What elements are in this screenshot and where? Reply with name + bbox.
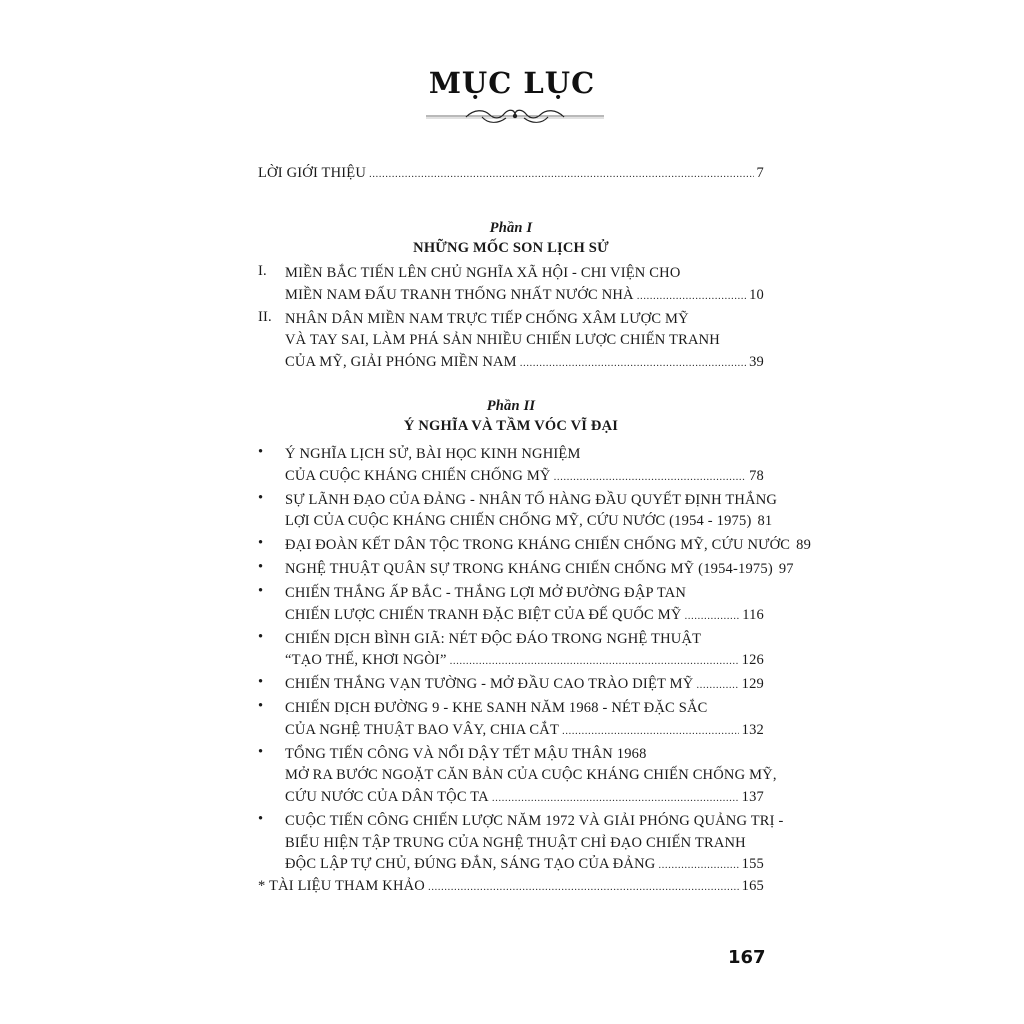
bullet: • — [258, 535, 264, 552]
page-ref: 116 — [742, 606, 764, 623]
entry-line: CHIẾN THẮNG ẤP BẮC - THẮNG LỢI MỞ ĐƯỜNG ĐẬP TAN — [285, 585, 687, 602]
toc-intro — [258, 163, 764, 185]
page-ref: 129 — [741, 676, 764, 693]
page-ref: 132 — [741, 721, 764, 738]
part-label: Phần I — [489, 220, 533, 236]
page-number: 167 — [728, 947, 766, 968]
bullet: • — [258, 674, 264, 691]
page-ref: 155 — [741, 856, 764, 873]
page-ref: 10 — [749, 286, 764, 303]
toc-entry — [258, 263, 764, 306]
toc-entry — [258, 309, 764, 374]
part-1-heading — [258, 219, 764, 259]
entry-marker: II. — [258, 308, 272, 325]
entry-line: CỦA CUỘC KHÁNG CHIẾN CHỐNG MỸ — [285, 467, 551, 484]
entry-line: Ý NGHĨA LỊCH SỬ, BÀI HỌC KINH NGHIỆM — [285, 446, 581, 462]
page-ref: 165 — [741, 878, 764, 894]
toc-references — [258, 876, 764, 898]
dot-leader — [492, 788, 739, 810]
entry-line: VÀ TAY SAI, LÀM PHÁ SẢN NHIỀU CHIẾN LƯỢC CHIẾN TRANH — [285, 332, 720, 349]
toc-entry — [258, 444, 764, 487]
entry-line: ĐỘC LẬP TỰ CHỦ, ĐÚNG ĐẮN, SÁNG TẠO CỦA ĐẢNG — [285, 856, 656, 873]
entry-line: CỦA NGHỆ THUẬT BAO VÂY, CHIA CẮT — [285, 721, 560, 738]
dot-leader — [428, 877, 739, 899]
toc-entry — [258, 811, 784, 876]
entry-line: “TẠO THẾ, KHƠI NGÒI” — [285, 652, 447, 669]
entry-title: LỜI GIỚI THIỆU — [258, 165, 367, 181]
dot-leader — [520, 353, 746, 375]
toc-entry — [258, 698, 764, 741]
entry-line: NHÂN DÂN MIỀN NAM TRỰC TIẾP CHỐNG XÂM LƯỢC MỸ — [285, 310, 689, 327]
dot-leader — [696, 675, 738, 697]
bullet: • — [258, 743, 264, 760]
part-2-heading — [258, 397, 764, 437]
dot-leader — [685, 606, 740, 628]
entry-line: MỞ RA BƯỚC NGOẶT CĂN BẢN CỦA CUỘC KHÁNG CHIẾN CHỐNG MỸ, — [285, 767, 777, 784]
entry-line: CUỘC TIẾN CÔNG CHIẾN LƯỢC NĂM 1972 VÀ GIẢI PHÓNG QUẢNG TRỊ - — [285, 813, 784, 830]
entry-line: SỰ LÃNH ĐẠO CỦA ĐẢNG - NHÂN TỐ HÀNG ĐẦU QUYẾT ĐỊNH THẮNG — [285, 491, 778, 508]
page-title: MỤC LỤC — [428, 66, 596, 100]
entry-line: MIỀN BẮC TIẾN LÊN CHỦ NGHĨA XÃ HỘI - CHI VIỆN CHO — [285, 265, 681, 281]
entry-marker: I. — [258, 263, 267, 279]
bullet: • — [258, 489, 264, 506]
toc-entry — [258, 559, 794, 581]
toc-entry — [258, 535, 812, 557]
entry-line: LỢI CỦA CUỘC KHÁNG CHIẾN CHỐNG MỸ, CỨU NƯỚC (1954 - 1975) — [285, 513, 752, 530]
title-ornament — [426, 106, 604, 126]
page-ref: 39 — [749, 353, 764, 370]
entry-line: CHIẾN THẮNG VẠN TƯỜNG - MỞ ĐẦU CAO TRÀO DIỆT MỸ — [285, 676, 694, 693]
dot-leader — [369, 164, 754, 186]
entry-line: NGHỆ THUẬT QUÂN SỰ TRONG KHÁNG CHIẾN CHỐNG MỸ (1954-1975) — [285, 561, 773, 578]
entry-line: CHIẾN DỊCH ĐƯỜNG 9 - KHE SANH NĂM 1968 - NÉT ĐẶC SẮC — [285, 700, 708, 717]
page-ref: 126 — [741, 652, 764, 669]
entry-line: CHIẾN LƯỢC CHIẾN TRANH ĐẶC BIỆT CỦA ĐẾ QUỐC MỸ — [285, 606, 682, 623]
toc-entry — [258, 674, 764, 696]
part-title: Ý NGHĨA VÀ TẦM VÓC VĨ ĐẠI — [403, 418, 619, 434]
entry-title: * TÀI LIỆU THAM KHẢO — [258, 878, 425, 894]
entry-line: TỔNG TIẾN CÔNG VÀ NỔI DẬY TẾT MẬU THÂN 1968 — [285, 745, 647, 762]
page-ref: 89 — [796, 537, 812, 554]
toc-entry — [258, 489, 778, 533]
dot-leader — [450, 651, 739, 673]
bullet: • — [258, 628, 264, 645]
part-title: NHỮNG MỐC SON LỊCH SỬ — [413, 240, 609, 256]
page-ref: 78 — [749, 467, 764, 484]
entry-line: CHIẾN DỊCH BÌNH GIÃ: NÉT ĐỘC ĐÁO TRONG NGHỆ THUẬT — [285, 630, 702, 647]
page-ref: 97 — [778, 561, 794, 578]
bullet: • — [258, 698, 264, 715]
toc-entry — [258, 629, 764, 672]
toc-entry — [258, 583, 764, 626]
bullet: • — [258, 811, 264, 828]
dot-leader — [658, 855, 738, 877]
dot-leader — [562, 721, 739, 743]
bullet: • — [258, 583, 264, 600]
entry-line: BIỂU HIỆN TẬP TRUNG CỦA NGHỆ THUẬT CHỈ ĐẠO CHIẾN TRANH — [285, 834, 746, 851]
dot-leader — [554, 467, 746, 489]
entry-line: CỨU NƯỚC CỦA DÂN TỘC TA — [285, 789, 489, 806]
page-ref: 137 — [741, 789, 764, 806]
page-ref: 81 — [757, 513, 773, 530]
page-ref: 7 — [756, 165, 764, 181]
entry-line: MIỀN NAM ĐẤU TRANH THỐNG NHẤT NƯỚC NHÀ — [285, 286, 634, 303]
dot-leader — [637, 286, 746, 308]
bullet: • — [258, 559, 264, 576]
part-1-entries — [258, 263, 764, 376]
toc-entry — [258, 743, 777, 809]
bullet: • — [258, 444, 264, 460]
entry-line: CỦA MỸ, GIẢI PHÓNG MIỀN NAM — [285, 353, 517, 370]
entry-line: ĐẠI ĐOÀN KẾT DÂN TỘC TRONG KHÁNG CHIẾN CHỐNG MỸ, CỨU NƯỚC — [285, 537, 791, 554]
part-2-entries — [258, 444, 812, 878]
part-label: Phần II — [486, 398, 536, 414]
